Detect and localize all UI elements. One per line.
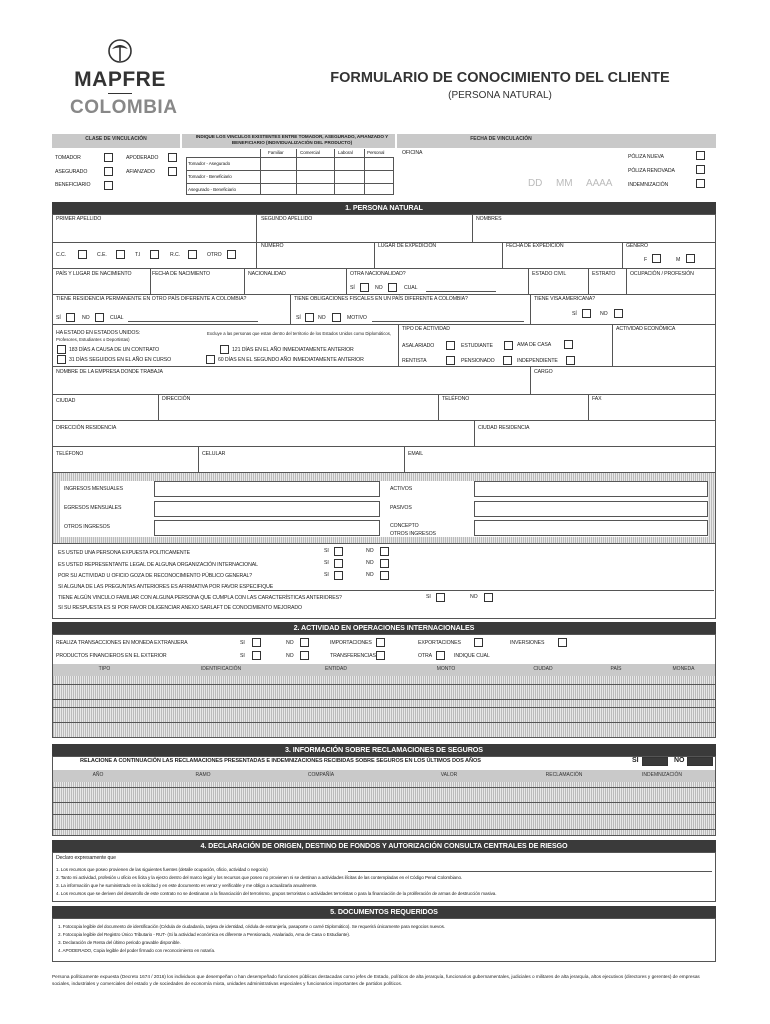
ingresos-input[interactable] — [154, 481, 380, 497]
moneda-extranjera-label: REALIZA TRANSACCIONES EN MONEDA EXTRANJERA — [56, 640, 188, 646]
s3-col-valor: VALOR — [440, 772, 458, 778]
estado-civil-label: ESTADO CIVIL — [532, 271, 567, 277]
fecha-mm: MM — [556, 178, 573, 189]
pep-reconocimiento-publico: POR SU ACTIVIDAD U OFICIO GOZA DE RECONOCIMIENTO PÚBLICO GENERAL? — [58, 573, 253, 579]
form-subtitle: (PERSONA NATURAL) — [448, 90, 552, 101]
productos-exterior-label: PRODUCTOS FINANCIEROS EN EL EXTERIOR — [56, 653, 167, 659]
rentista-label: RENTISTA — [402, 358, 427, 364]
pep1-si-label: SI — [324, 548, 329, 554]
s2-col-pais: PAÍS — [610, 666, 622, 672]
s2-col-tipo: TIPO — [98, 666, 111, 672]
otra-nac-si-label: SÍ — [350, 285, 355, 291]
brand-country: COLOMBIA — [70, 97, 178, 118]
pais-nacimiento-label: PAÍS Y LUGAR DE NACIMIENTO — [56, 271, 132, 277]
otra-nac-no-checkbox[interactable] — [388, 283, 397, 292]
cargo-label: CARGO — [534, 369, 553, 375]
s3-col-reclamacion: RECLAMACIÓN — [545, 772, 583, 778]
celular-label: CELULAR — [202, 451, 226, 457]
telefono-residencia-label: TELÉFONO — [56, 451, 84, 457]
mapfre-emblem-icon — [105, 36, 135, 66]
s2-col-ciudad: CIUDAD — [533, 666, 553, 672]
personal-col: Personal — [367, 150, 385, 155]
asalariado-label: ASALARIADO — [402, 343, 435, 349]
moneda-si-checkbox[interactable] — [252, 638, 261, 647]
segundo-apellido-label: SEGUNDO APELLIDO — [261, 216, 313, 222]
tomador-label: TOMADOR — [55, 155, 81, 161]
ocupacion-label: OCUPACIÓN / PROFESIÓN — [630, 271, 694, 277]
mapfre-logo — [70, 36, 178, 120]
cc-checkbox[interactable] — [78, 250, 87, 259]
dias60-label: 60 DÍAS EN EL SEGUNDO AÑO INMEDIATAMENTE ANTERIOR — [218, 357, 364, 363]
transferencias-label: TRANSFERENCIAS — [330, 653, 376, 659]
importaciones-label: IMPORTACIONES — [330, 640, 372, 646]
transferencias-checkbox[interactable] — [376, 651, 385, 660]
concepto-otros-label: OTROS INGRESOS — [390, 531, 436, 537]
otra-nacionalidad-label: OTRA NACIONALIDAD? — [350, 271, 406, 277]
oficina-label: OFICINA — [402, 150, 423, 156]
moneda-si-label: SI — [240, 640, 245, 646]
direccion-residencia-label: DIRECCIÓN RESIDENCIA — [56, 425, 117, 431]
pensionado-label: PENSIONADO — [461, 358, 495, 364]
genero-label: GÉNERO — [626, 243, 648, 249]
obligaciones-no-checkbox[interactable] — [332, 313, 341, 322]
documento-item-4: 4. APODERADO, Copia legible del poder firmado con reconocimiento en notaría. — [58, 948, 216, 953]
egresos-label: EGRESOS MENSUALES — [64, 505, 122, 511]
poliza-renovada-checkbox[interactable] — [696, 165, 705, 174]
pep-representante-legal: ES USTED REPRESENTANTE LEGAL DE ALGUNA ORGANIZACIÓN INTERNACIONAL — [58, 562, 258, 568]
genero-f-checkbox[interactable] — [652, 254, 661, 263]
brand-name: MAPFRE — [74, 68, 166, 91]
afianzado-label: AFIANZADO — [126, 169, 155, 175]
pep2-si-label: SI — [324, 560, 329, 566]
pep3-si-label: SI — [324, 572, 329, 578]
nacionalidad-label: NACIONALIDAD — [248, 271, 286, 277]
documento-item-1: 1. Fotocopia legible del documento de identificación (Cédula de ciudadanía, tarjeta de identidad, cédula de extranjería, pasaporte o carné Diplomático). Se requerirá únicamente para negocios nuevos. — [58, 924, 446, 929]
estrato-label: ESTRATO — [592, 271, 616, 277]
reclamaciones-no-checkbox[interactable] — [687, 757, 713, 766]
productos-si-label: SI — [240, 653, 245, 659]
pep-especifique: SI ALGUNA DE LAS PREGUNTAS ANTERIORES ES AFIRMATIVA POR FAVOR ESPECIFIQUE — [58, 584, 274, 590]
telefono-label: TELÉFONO — [442, 396, 470, 402]
pep-anexo-sarlaft: SI SU RESPUESTA ES SI POR FAVOR DILIGENCIAR ANEXO SARLAFT DE CONOCIMIENTO MEJORADO — [58, 605, 302, 611]
residencia-si-checkbox[interactable] — [66, 313, 75, 322]
reclamaciones-si-label: SI — [632, 757, 639, 764]
otros-ingresos-label: OTROS INGRESOS — [64, 524, 110, 530]
asegurado-label: ASEGURADO — [55, 169, 88, 175]
poliza-nueva-checkbox[interactable] — [696, 151, 705, 160]
poliza-nueva-label: PÓLIZA NUEVA — [628, 154, 664, 160]
familiar-col: Familiar — [268, 150, 284, 155]
productos-si-checkbox[interactable] — [252, 651, 261, 660]
ti-checkbox[interactable] — [150, 250, 159, 259]
genero-m-checkbox[interactable] — [686, 254, 695, 263]
otros-ingresos-input[interactable] — [154, 520, 380, 536]
visa-si-label: SÍ — [572, 311, 577, 317]
ce-label: C.E. — [97, 252, 107, 258]
pep2-no-checkbox[interactable] — [380, 559, 389, 568]
moneda-no-checkbox[interactable] — [300, 638, 309, 647]
pep1-si-checkbox[interactable] — [334, 547, 343, 556]
dias121-label: 121 DÍAS EN EL AÑO INMEDIATAMENTE ANTERIOR — [232, 347, 354, 353]
activos-input[interactable] — [474, 481, 708, 497]
actividad-economica-label: ACTIVIDAD ECONÓMICA — [616, 326, 676, 332]
tomador-checkbox[interactable] — [104, 153, 113, 162]
rc-checkbox[interactable] — [188, 250, 197, 259]
reclamaciones-subtitle: RELACIONE A CONTINUACIÓN LAS RECLAMACIONES PRESENTADAS E INDEMNIZACIONES RECIBIDAS SOBRE SEGUROS EN LOS ÚLTIMOS DOS AÑOS — [80, 758, 481, 764]
pep1-no-checkbox[interactable] — [380, 547, 389, 556]
s3-table-body[interactable] — [53, 782, 715, 835]
pasivos-input[interactable] — [474, 501, 708, 517]
genero-f-label: F — [644, 257, 648, 263]
documento-item-2: 2. Fotocopia legible del Registro Único Tributario - RUT- (Si la actividad económica es diferente a Pensionado, Asalariado, Ama de Casa o Estudiante). — [58, 932, 350, 937]
fecha-expedicion-label: FECHA DE EXPEDICIÓN — [506, 243, 564, 249]
declaracion-item-2: 2. Tanto mi actividad, profesión u oficio es lícita y la ejerzo dentro del marco legal y los recursos que poseo no provienen ni se destinan a actividades ilícitas de las contempladas en el Código Penal Colombiano. — [56, 875, 463, 880]
tomador-beneficiario-label: Tomador - Beneficiario — [188, 174, 232, 179]
s3-col-compania: COMPAÑÍA — [307, 772, 335, 778]
otra-checkbox[interactable] — [436, 651, 445, 660]
reclamaciones-si-checkbox[interactable] — [642, 757, 668, 766]
visa-no-label: NO — [600, 311, 608, 317]
visa-americana-label: TIENE VISA AMERICANA? — [534, 296, 596, 302]
pep3-no-label: NO — [366, 572, 374, 578]
s2-col-identificacion: IDENTIFICACIÓN — [200, 666, 242, 672]
obligaciones-fiscales-label: TIENE OBLIGACIONES FISCALES EN UN PAÍS DIFERENTE A COLOMBIA? — [294, 296, 468, 302]
numero-label: NÚMERO — [261, 243, 284, 249]
primer-apellido-label: PRIMER APELLIDO — [56, 216, 102, 222]
section1-title: 1. PERSONA NATURAL — [52, 202, 716, 214]
otra-label: OTRA — [418, 653, 433, 659]
obligaciones-si-label: SÍ — [296, 315, 301, 321]
exportaciones-label: EXPORTACIONES — [418, 640, 461, 646]
estado-usa-nota: Excluye a las personas que estan dentro del territorio de los Estados Unidos como Diplomáticos, Profesores, Estudiantes o Deportistas) — [56, 331, 392, 342]
empresa-label: NOMBRE DE LA EMPRESA DONDE TRABAJA — [56, 369, 163, 375]
estado-usa-label: HA ESTADO EN ESTADOS UNIDOS: — [56, 330, 141, 336]
dias121-checkbox[interactable] — [220, 345, 229, 354]
pasivos-label: PASIVOS — [390, 505, 412, 511]
otra-nac-cual-label: CUAL — [404, 285, 418, 291]
s2-table-body[interactable] — [53, 676, 715, 737]
asalariado-checkbox[interactable] — [446, 341, 455, 350]
pep5-no-checkbox[interactable] — [484, 593, 493, 602]
laboral-col: Laboral — [338, 150, 353, 155]
moneda-no-label: NO — [286, 640, 294, 646]
ingresos-label: INGRESOS MENSUALES — [64, 486, 124, 492]
declaracion-item-3: 3. La información que he suministrado en la solicitud y en este documento es veraz y verificable y me obligo a actualizarla anualmente. — [56, 883, 318, 888]
residencia-cual-label: CUAL — [110, 315, 124, 321]
vinculos-header: INDIQUE LOS VINCULOS EXISTENTES ENTRE TOMADOR, ASEGURADO, AFIANZADO Y BENEFICIARIO (INDIVIDUALIZACIÓN DEL PRODUCTO) — [195, 134, 389, 145]
pep-footnote: Persona políticamente expuesta (Decreto 1674 / 2016) los individuos que desempeñan o han desempeñado funciones públicas destacadas como jefes de Estado, políticos de alta jerarquía, funcionarios gubernamentales, judiciales o militares de alta jerarquía, altos ejecutivos (directores y gerentes) de empresas sociales, industriales y comerciales del estado y de sociedades de economía mixta, unidades administrativas especiales y funcionarios importantes de partidos políticos. — [52, 974, 700, 986]
s2-col-monto: MONTO — [436, 666, 456, 672]
ce-checkbox[interactable] — [116, 250, 125, 259]
nombres-label: NOMBRES — [476, 216, 502, 222]
lugar-expedicion-label: LUGAR DE EXPEDICIÓN — [378, 243, 437, 249]
pep5-si-label: SI — [426, 594, 431, 600]
obligaciones-motivo-label: MOTIVO — [347, 315, 367, 321]
dias31-label: 31 DÍAS SEGUIDOS EN EL AÑO EN CURSO — [69, 357, 172, 363]
asegurado-beneficiario-label: Asegurado - Beneficiario — [188, 187, 236, 192]
ciudad-residencia-label: CIUDAD RESIDENCIA — [478, 425, 530, 431]
activos-label: ACTIVOS — [390, 486, 413, 492]
declaracion-intro: Declaro expresamente que — [56, 855, 116, 861]
fecha-aaaa: AAAA — [586, 178, 613, 189]
fecha-vinculacion-header: FECHA DE VINCULACIÓN — [470, 136, 532, 142]
residencia-no-checkbox[interactable] — [95, 313, 104, 322]
dias31-checkbox[interactable] — [57, 355, 66, 364]
rc-label: R.C. — [170, 252, 180, 258]
concepto-input[interactable] — [474, 520, 708, 536]
apoderado-checkbox[interactable] — [168, 153, 177, 162]
ti-label: T.I — [135, 252, 141, 258]
form-title: FORMULARIO DE CONOCIMIENTO DEL CLIENTE — [330, 70, 670, 86]
s3-col-indemnizacion: INDEMNIZACIÓN — [642, 772, 682, 778]
beneficiario-checkbox[interactable] — [104, 181, 113, 190]
egresos-input[interactable] — [154, 501, 380, 517]
s2-col-moneda: MONEDA — [672, 666, 695, 672]
email-label: EMAIL — [408, 451, 424, 457]
s3-col-ano: AÑO — [92, 772, 104, 778]
ciudad-label: CIUDAD — [56, 398, 76, 404]
section5-title: 5. DOCUMENTOS REQUERIDOS — [52, 906, 716, 918]
fecha-dd: DD — [528, 178, 543, 189]
productos-no-label: NO — [286, 653, 294, 659]
dias60-checkbox[interactable] — [206, 355, 215, 364]
rentista-checkbox[interactable] — [446, 356, 455, 365]
productos-no-checkbox[interactable] — [300, 651, 309, 660]
tipo-actividad-label: TIPO DE ACTIVIDAD — [402, 326, 450, 332]
otra-nac-no-label: NO — [375, 285, 383, 291]
pep2-si-checkbox[interactable] — [334, 559, 343, 568]
pep3-si-checkbox[interactable] — [334, 571, 343, 580]
exportaciones-checkbox[interactable] — [474, 638, 483, 647]
pep2-no-label: NO — [366, 560, 374, 566]
visa-no-checkbox[interactable] — [614, 309, 623, 318]
section4-title: 4. DECLARACIÓN DE ORIGEN, DESTINO DE FONDOS Y AUTORIZACIÓN CONSULTA CENTRALES DE RIESGO — [52, 840, 716, 852]
s2-col-entidad: ENTIDAD — [325, 666, 347, 672]
apoderado-label: APODERADO — [126, 155, 159, 161]
fax-label: FAX — [592, 396, 602, 402]
indique-cual-label: INDIQUE CUAL — [454, 653, 490, 659]
otra-nac-si-checkbox[interactable] — [360, 283, 369, 292]
ama-casa-label: AMA DE CASA — [517, 342, 552, 348]
ama-casa-checkbox[interactable] — [564, 340, 573, 349]
estudiante-checkbox[interactable] — [504, 341, 513, 350]
clase-vinculacion-header: CLASE DE VINCULACIÓN — [85, 136, 147, 142]
pep-persona-expuesta: ES USTED UNA PERSONA EXPUESTA POLITICAMENTE — [58, 550, 190, 556]
beneficiario-label: BENEFICIARIO — [55, 182, 91, 188]
obligaciones-no-label: NO — [318, 315, 326, 321]
concepto-label: CONCEPTO — [390, 523, 419, 529]
declaracion-item-4: 4. Los recursos que se deriven del desarrollo de este contrato no se destinaran a la financiación del terrorismo, grupos terroristas o actividades terroristas o para la financiación de la proliferación de armas de destrucción masiva. — [56, 891, 497, 896]
poliza-renovada-label: PÓLIZA RENOVADA — [628, 168, 675, 174]
declaracion-item-1: 1. Los recursos que poseo provienen de las siguientes fuentes (detalle ocupación, oficio, actividad o negocio) — [56, 867, 268, 872]
reclamaciones-no-label: NO — [674, 757, 685, 764]
pensionado-checkbox[interactable] — [503, 356, 512, 365]
inversiones-checkbox[interactable] — [558, 638, 567, 647]
independiente-label: INDEPENDIENTE — [517, 358, 558, 364]
fecha-nacimiento-label: FECHA DE NACIMIENTO — [152, 271, 210, 277]
pep5-no-label: NO — [470, 594, 478, 600]
afianzado-checkbox[interactable] — [168, 167, 177, 176]
cc-label: C.C. — [56, 252, 66, 258]
pep5-si-checkbox[interactable] — [436, 593, 445, 602]
genero-m-label: M — [676, 257, 681, 263]
residencia-no-label: NO — [82, 315, 90, 321]
obligaciones-si-checkbox[interactable] — [305, 313, 314, 322]
pep1-no-label: NO — [366, 548, 374, 554]
indemnizacion-label: INDEMNIZACIÓN — [628, 182, 669, 188]
direccion-label: DIRECCIÓN — [162, 396, 191, 402]
independiente-checkbox[interactable] — [566, 356, 575, 365]
asegurado-checkbox[interactable] — [104, 167, 113, 176]
pep-vinculo-familiar: TIENE ALGÚN VINCULO FAMILIAR CON ALGUNA PERSONA QUE CUMPLA CON LAS CARACTERÍSTICAS ANTERIORES? — [58, 595, 342, 601]
inversiones-label: INVERSIONES — [510, 640, 545, 646]
tomador-asegurado-label: Tomador - Asegurado — [188, 161, 231, 166]
pep3-no-checkbox[interactable] — [380, 571, 389, 580]
importaciones-checkbox[interactable] — [376, 638, 385, 647]
otro-doc-label: OTRO — [207, 252, 222, 258]
section2-title: 2. ACTIVIDAD EN OPERACIONES INTERNACIONALES — [52, 622, 716, 634]
residencia-si-label: SÍ — [56, 315, 61, 321]
dias183-label: 183 DÍAS A CAUSA DE UN CONTRATO — [69, 347, 160, 353]
documento-item-3: 3. Declaración de Renta del último periodo gravable disponible. — [58, 940, 181, 945]
otro-doc-checkbox[interactable] — [227, 250, 236, 259]
indemnizacion-checkbox[interactable] — [696, 179, 705, 188]
s3-col-ramo: RAMO — [195, 772, 211, 778]
comercial-col: Comercial — [300, 150, 320, 155]
section3-title: 3. INFORMACIÓN SOBRE RECLAMACIONES DE SEGUROS — [52, 744, 716, 756]
estudiante-label: ESTUDIANTE — [461, 343, 493, 349]
dias183-checkbox[interactable] — [57, 345, 66, 354]
visa-si-checkbox[interactable] — [582, 309, 591, 318]
residencia-pais-label: TIENE RESIDENCIA PERMANENTE EN OTRO PAÍS DIFERENTE A COLOMBIA? — [56, 296, 247, 302]
